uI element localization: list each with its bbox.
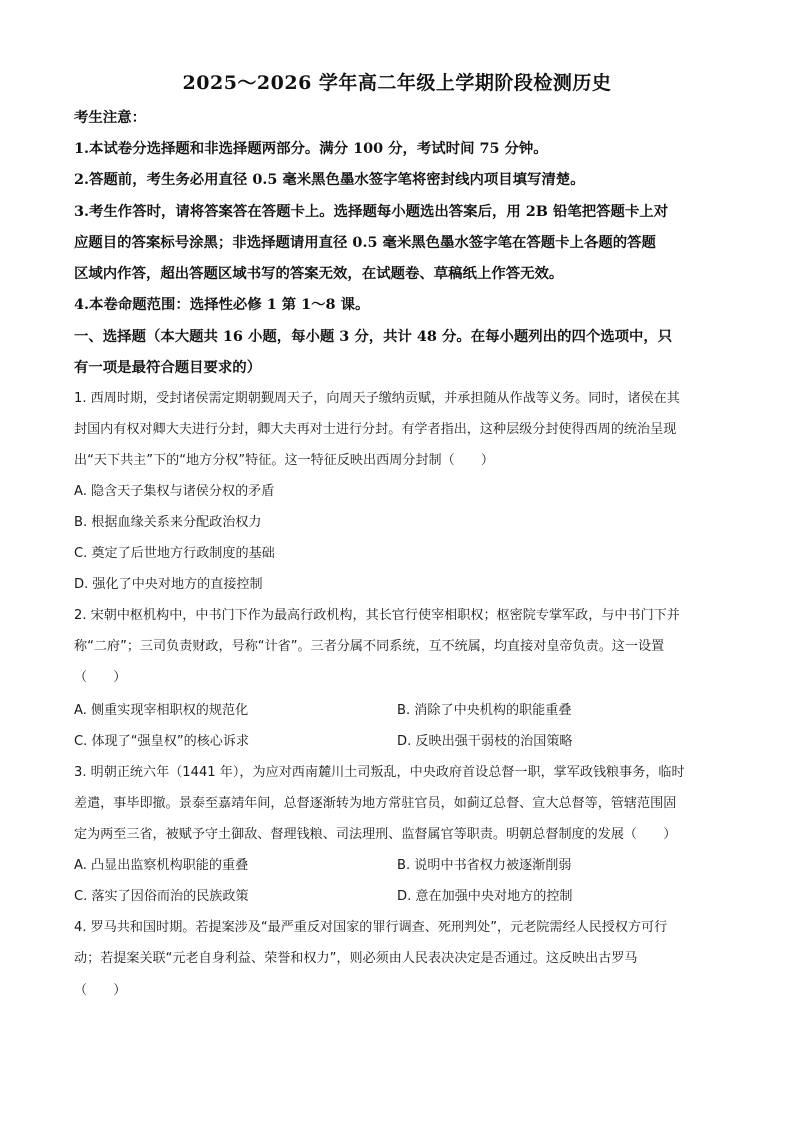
question-2-stem: 2. 宋朝中枢机构中，中书门下作为最高行政机构，其长官行使宰相职权；枢密院专掌军政，与中书门下并 [74,608,680,623]
question-2-option-b: B. 消除了中央机构的职能重叠 [397,703,572,718]
question-2-option-d: D. 反映出强干弱枝的治国策略 [397,734,573,749]
notice-item: 应题目的答案标号涂黑；非选择题请用直径 0.5 毫米黑色墨水签字笔在答题卡上各题的答题 [74,234,656,251]
question-3-option-a: A. 凸显出监察机构职能的重叠 [74,858,249,873]
question-1-option-c: C. 奠定了后世地方行政制度的基础 [74,546,275,561]
question-1-option-a: A. 隐含天子集权与诸侯分权的矛盾 [74,484,275,499]
question-1-option-d: D. 强化了中央对地方的直接控制 [74,577,263,592]
question-1-stem: 1. 西周时期，受封诸侯需定期朝觐周天子，向周天子缴纳贡赋，并承担随从作战等义务。同时，诸侯在其 [74,391,680,406]
question-2-option-a: A. 侧重实现宰相职权的规范化 [74,703,249,718]
question-3-stem: 3. 明朝正统六年（1441 年），为应对西南麓川土司叛乱，中央政府首设总督一职，掌军政钱粮事务，临时 [74,765,685,780]
question-1-option-b: B. 根据血缘关系来分配政治权力 [74,515,262,530]
question-4-stem: 动；若提案关联“元老自身利益、荣誉和权力”，则必须由人民表决决定是否通过。这反映出古罗马 [74,951,638,966]
notice-item: 4.本卷命题范围：选择性必修 1 第 1～8 课。 [74,296,370,313]
notice-heading: 考生注意： [74,109,146,126]
question-4-stem: 4. 罗马共和国时期。若提案涉及“最严重反对国家的罪行调查、死刑判处”，元老院需经人民授权方可行 [74,920,668,935]
section-heading-cont: 有一项是最符合题目要求的） [74,359,262,376]
notice-item: 3.考生作答时，请将答案答在答题卡上。选择题每小题选出答案后，用 2B 铅笔把答题卡上对 [74,203,669,220]
question-3-stem: 定为两至三省，被赋予守土御敌、督理钱粮、司法理刑、监督属官等职责。明朝总督制度的发展（ ） [74,827,677,842]
notice-item: 区域内作答，超出答题区域书写的答案无效，在试题卷、草稿纸上作答无效。 [74,265,564,282]
question-4-stem: （ ） [74,983,127,998]
notice-item: 1.本试卷分选择题和非选择题两部分。满分 100 分，考试时间 75 分钟。 [74,140,548,157]
question-3-option-d: D. 意在加强中央对地方的控制 [397,889,573,904]
question-2-stem: （ ） [74,670,127,685]
question-3-stem: 差遣，事毕即撤。景泰至嘉靖年间，总督逐渐转为地方常驻官员，如蓟辽总督、宣大总督等，管辖范围固 [74,796,677,811]
question-1-stem: 出“天下共主”下的“地方分权”特征。这一特征反映出西周分封制（ ） [74,453,494,468]
exam-title: 2025～2026 学年高二年级上学期阶段检测历史 [182,72,612,94]
question-1-stem: 封国内有权对卿大夫进行分封，卿大夫再对士进行分封。有学者指出，这种层级分封使得西周的统治呈现 [74,422,677,437]
question-3-option-b: B. 说明中书省权力被逐渐削弱 [397,858,572,873]
question-3-option-c: C. 落实了因俗而治的民族政策 [74,889,249,904]
question-2-stem: 称“二府”；三司负责财政，号称“计省”。三者分属不同系统，互不统属，均直接对皇帝负责。这一设置 [74,639,665,654]
notice-item: 2.答题前，考生务必用直径 0.5 毫米黑色墨水签字笔将密封线内项目填写清楚。 [74,171,585,188]
question-2-option-c: C. 体现了“强皇权”的核心诉求 [74,734,250,749]
section-heading: 一、选择题（本大题共 16 小题，每小题 3 分，共计 48 分。在每小题列出的四个选项中，只 [74,328,673,345]
